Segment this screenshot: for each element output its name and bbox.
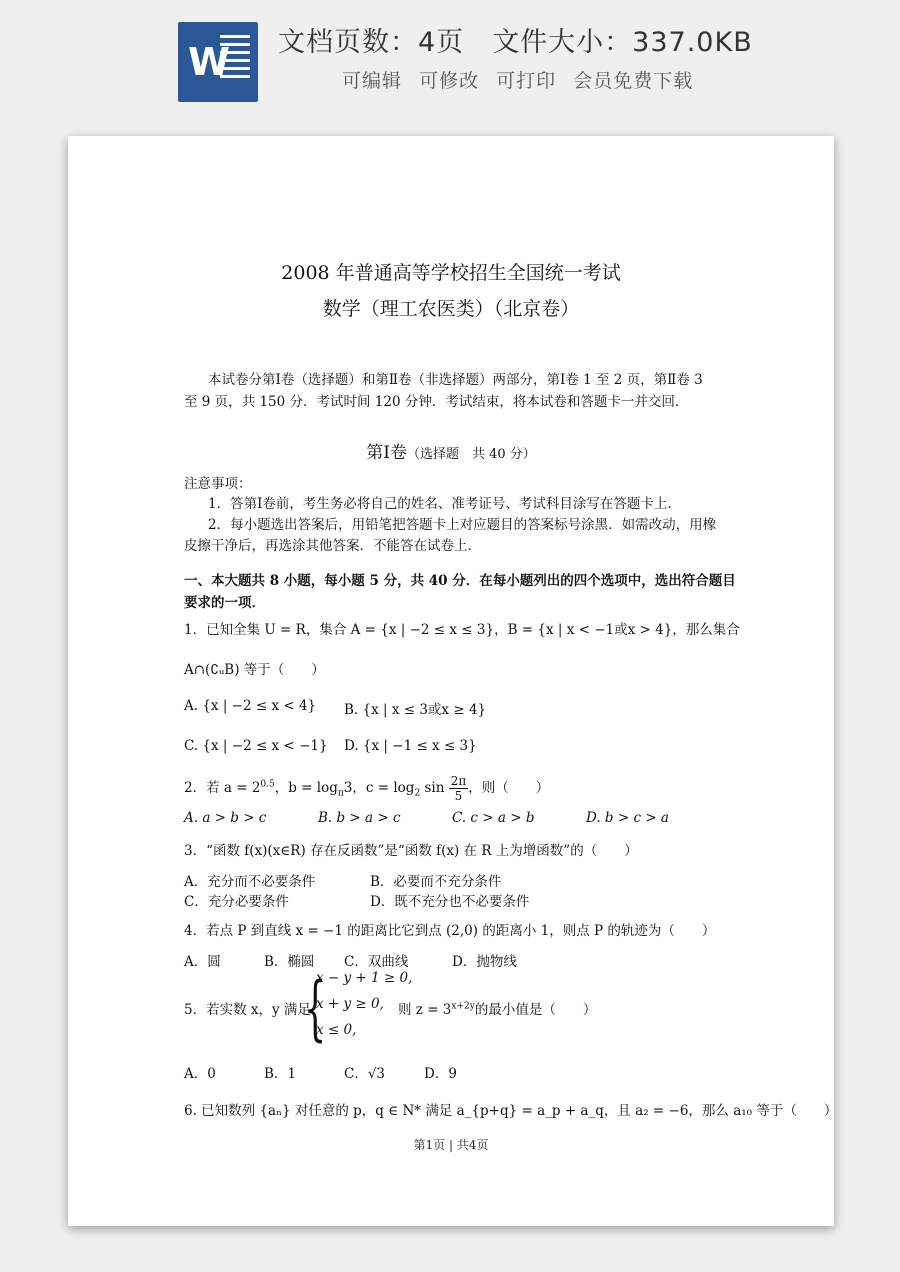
notice-item-1: 1．答第Ⅰ卷前，考生务必将自己的姓名、准考证号、考试科目涂写在答题卡上． <box>208 496 681 512</box>
question-1-cont: A∩(∁ᵤB) 等于（ ） <box>184 662 325 678</box>
q2-denominator: 5 <box>454 789 463 803</box>
q5-constraint-3: x ≤ 0, <box>316 1022 357 1038</box>
exam-subtitle: 数学（理工农医类）（北京卷） <box>322 298 580 320</box>
question-5-cont <box>398 998 596 1018</box>
left-brace-icon: { <box>304 967 327 1049</box>
q2-part-a: 2．若 a = 2 <box>184 780 261 796</box>
notice-heading: 注意事项： <box>184 476 252 492</box>
q4-option-b: B．椭圆 <box>264 954 315 970</box>
feature-modifiable: 可修改 <box>419 70 480 92</box>
q3-option-b: B．必要而不充分条件 <box>370 874 502 890</box>
q2-exponent: 0.5 <box>260 779 275 790</box>
question-1: 1．已知全集 U = R，集合 A = {x | −2 ≤ x ≤ 3}，B = {x | x < −1或x > 4}，那么集合 <box>184 622 740 638</box>
file-info <box>278 20 781 59</box>
page-footer: 第1页 | 共4页 <box>413 1138 489 1152</box>
question-6: 6. 已知数列 {aₙ} 对任意的 p，q ∈ N* 满足 a_{p+q} = a_p + a_q，且 a₂ = −6，那么 a₁₀ 等于（ ） <box>184 1103 838 1119</box>
q5-option-a: A．0 <box>184 1066 216 1082</box>
part-one-instructions-cont: 要求的一项． <box>184 595 265 611</box>
q2-log-base-pi: π <box>337 788 344 799</box>
question-4: 4．若点 P 到直线 x = −1 的距离比它到点 (2,0) 的距离小 1，则点 P 的轨迹为（ ） <box>184 923 716 939</box>
q2-numerator: 2π <box>450 774 467 788</box>
q2-part-c: 3，c = log <box>343 780 415 796</box>
q5-constraint-2: x + y ≥ 0, <box>316 996 384 1012</box>
q3-option-d: D．既不充分也不必要条件 <box>370 894 530 910</box>
q2-part-b: ，b = log <box>274 780 338 796</box>
q5-inequality-system <box>304 967 413 1049</box>
intro-line-1: 本试卷分第Ⅰ卷（选择题）和第Ⅱ卷（非选择题）两部分，第Ⅰ卷 1 至 2 页，第Ⅱ卷 3 <box>208 372 703 388</box>
file-size: 文件大小：337.0KB <box>492 27 753 58</box>
q2-part-e: ，则（ ） <box>468 780 550 796</box>
download-banner <box>0 0 900 120</box>
q1-option-d: D. {x | −1 ≤ x ≤ 3} <box>344 738 477 754</box>
q1-option-c: C. {x | −2 ≤ x < −1} <box>184 738 328 754</box>
q1-option-a: A. {x | −2 ≤ x < 4} <box>184 698 317 714</box>
q4-option-c: C．双曲线 <box>344 954 409 970</box>
feature-editable: 可编辑 <box>342 70 403 92</box>
section-title: 第Ⅰ卷 <box>366 443 407 463</box>
page-count: 文档页数：4页 <box>278 27 465 58</box>
exam-title: 2008 年普通高等学校招生全国统一考试 <box>281 262 621 284</box>
q2-log-base-2: 2 <box>414 788 421 799</box>
q5-part-b: 则 z = 3 <box>398 1002 452 1018</box>
part-one-instructions: 一、本大题共 8 小题，每小题 5 分，共 40 分．在每小题列出的四个选项中，选出符合题目 <box>184 573 736 589</box>
q2-option-c: C. c > a > b <box>452 810 535 826</box>
question-3: 3．“函数 f(x)(x∈R) 存在反函数”是“函数 f(x) 在 R 上为增函数”的（ ） <box>184 843 638 859</box>
question-5: 5．若实数 x，y 满足 <box>184 1002 311 1018</box>
document-page <box>68 136 838 1226</box>
q2-option-d: D. b > c > a <box>586 810 669 826</box>
q5-part-c: 的最小值是（ ） <box>474 1002 597 1018</box>
q5-exponent: x+2y <box>451 1001 475 1012</box>
question-2 <box>184 774 549 803</box>
q5-constraint-1: x − y + 1 ≥ 0, <box>316 970 413 986</box>
q1-option-b: B. {x | x ≤ 3或x ≥ 4} <box>344 702 487 718</box>
feature-printable: 可打印 <box>496 70 557 92</box>
q5-option-c: C．√3 <box>344 1066 386 1082</box>
q2-option-a: A. a > b > c <box>184 810 267 826</box>
feature-free-download: 会员免费下载 <box>573 70 694 92</box>
q3-option-c: C．充分必要条件 <box>184 894 289 910</box>
feature-list <box>342 66 703 93</box>
q3-option-a: A．充分而不必要条件 <box>184 874 316 890</box>
q4-option-a: A．圆 <box>184 954 221 970</box>
q5-option-d: D．9 <box>424 1066 457 1082</box>
word-icon-letter: W <box>188 40 230 84</box>
word-document-icon <box>178 22 258 102</box>
section-note: （选择题 共 40 分） <box>406 447 536 462</box>
notice-item-2-cont: 皮擦干净后，再选涂其他答案．不能答在试卷上． <box>184 538 481 554</box>
q5-option-b: B．1 <box>264 1066 297 1082</box>
q2-fraction <box>449 774 469 803</box>
q4-option-d: D．抛物线 <box>452 954 517 970</box>
section-heading <box>68 438 834 463</box>
q2-sin: sin <box>424 780 445 796</box>
q2-option-b: B. b > a > c <box>318 810 401 826</box>
notice-item-2: 2．每小题选出答案后，用铅笔把答题卡上对应题目的答案标号涂黑．如需改动，用橡 <box>208 517 717 533</box>
intro-line-2: 至 9 页，共 150 分．考试时间 120 分钟．考试结束，将本试卷和答题卡一并交回． <box>184 394 689 410</box>
